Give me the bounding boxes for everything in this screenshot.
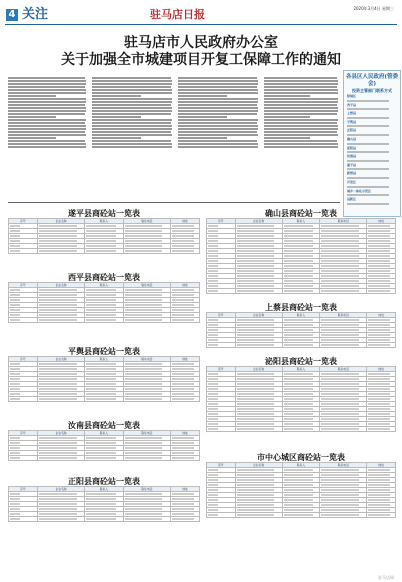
table-header-cell: 联系人 bbox=[85, 357, 123, 362]
table-cell bbox=[9, 249, 38, 254]
data-table bbox=[8, 218, 200, 254]
table-cell bbox=[123, 249, 171, 254]
watermark: 驻马店网 bbox=[378, 575, 394, 580]
table-header-cell: 联系人 bbox=[282, 313, 320, 318]
text-line bbox=[92, 131, 171, 133]
text-line bbox=[178, 146, 258, 148]
sidebar-line bbox=[344, 203, 400, 205]
table-cell bbox=[235, 289, 282, 294]
text-line bbox=[264, 113, 337, 115]
sidebar-line bbox=[344, 160, 400, 162]
text-line bbox=[8, 122, 85, 124]
text-line bbox=[178, 98, 258, 100]
table-cell bbox=[37, 456, 85, 461]
text-line bbox=[264, 110, 338, 112]
table-header-cell: 序号 bbox=[9, 487, 38, 492]
text-line bbox=[92, 98, 172, 100]
table-cell bbox=[123, 397, 171, 402]
text-line bbox=[178, 134, 258, 136]
table-cell bbox=[37, 397, 85, 402]
data-table bbox=[8, 356, 200, 402]
table-cell bbox=[282, 343, 320, 348]
text-line bbox=[264, 131, 337, 133]
text-line bbox=[178, 107, 258, 109]
table-block-2 bbox=[8, 346, 200, 402]
text-line bbox=[8, 125, 86, 127]
table-cell bbox=[85, 456, 123, 461]
sidebar-list bbox=[344, 94, 400, 205]
page-number: 4 bbox=[6, 9, 18, 21]
data-table bbox=[8, 430, 200, 461]
text-line bbox=[8, 101, 86, 103]
text-line bbox=[264, 107, 338, 109]
table-header-cell: 联系电话 bbox=[320, 463, 367, 468]
text-line bbox=[178, 125, 258, 127]
data-table bbox=[8, 486, 200, 522]
table-header-cell: 联系电话 bbox=[320, 367, 367, 372]
text-line bbox=[8, 104, 85, 106]
table-header-cell: 联系电话 bbox=[123, 431, 171, 436]
table-cell bbox=[123, 318, 171, 323]
text-line bbox=[264, 116, 310, 118]
sidebar-item: 城乡一体化示范区 bbox=[347, 188, 372, 193]
table-cell bbox=[320, 513, 367, 518]
text-line bbox=[178, 122, 257, 124]
sidebar-item: 正阳县 bbox=[347, 128, 357, 133]
sidebar-title: 各县区人民政府(管委会) bbox=[345, 74, 398, 87]
table-header-cell: 联系人 bbox=[282, 367, 320, 372]
table-cell bbox=[37, 318, 85, 323]
text-line bbox=[264, 77, 337, 79]
text-line bbox=[8, 143, 86, 145]
table-cell bbox=[282, 513, 320, 518]
table-header-cell: 联系人 bbox=[85, 219, 123, 224]
table-title: 遂平县商砼站一览表 bbox=[68, 208, 140, 218]
table-cell bbox=[37, 517, 85, 522]
table-cell bbox=[171, 249, 200, 254]
text-line bbox=[178, 110, 258, 112]
section-title: 关注 bbox=[22, 7, 49, 22]
newspaper-logo: 驻马店日报 bbox=[150, 8, 205, 21]
table-block-7 bbox=[206, 356, 396, 432]
article-column-1 bbox=[8, 76, 88, 198]
text-line bbox=[178, 113, 257, 115]
text-line bbox=[264, 143, 338, 145]
table-cell bbox=[320, 343, 367, 348]
text-line bbox=[8, 98, 86, 100]
table-header-cell: 联系电话 bbox=[123, 219, 171, 224]
article-column-2 bbox=[92, 76, 174, 198]
text-line bbox=[92, 101, 172, 103]
text-line bbox=[178, 137, 227, 139]
table-header-cell: 企业名称 bbox=[37, 219, 85, 224]
text-line bbox=[178, 143, 258, 145]
sidebar-line bbox=[344, 143, 400, 145]
table-cell bbox=[235, 513, 282, 518]
sidebar-item: 上蔡县 bbox=[347, 111, 357, 116]
table-header-cell: 联系人 bbox=[85, 431, 123, 436]
table-header-cell: 地址 bbox=[367, 219, 396, 224]
table-row bbox=[207, 289, 396, 294]
text-line bbox=[8, 107, 86, 109]
text-line bbox=[92, 140, 171, 142]
page-header bbox=[0, 0, 402, 26]
data-table bbox=[206, 462, 396, 518]
table-cell bbox=[235, 427, 282, 432]
text-line bbox=[92, 107, 172, 109]
table-header-cell: 序号 bbox=[207, 219, 236, 224]
table-block-8 bbox=[206, 452, 396, 518]
table-header-cell: 地址 bbox=[171, 487, 200, 492]
table-cell bbox=[171, 456, 200, 461]
table-cell bbox=[123, 517, 171, 522]
text-line bbox=[264, 140, 337, 142]
table-header-cell: 企业名称 bbox=[37, 487, 85, 492]
data-table bbox=[206, 366, 396, 432]
text-line bbox=[8, 77, 85, 79]
text-line bbox=[8, 83, 86, 85]
data-table bbox=[8, 282, 200, 323]
text-line bbox=[264, 89, 338, 91]
sidebar-item: 汝南县 bbox=[347, 154, 357, 159]
table-title: 正阳县商砼站一览表 bbox=[68, 476, 140, 486]
text-line bbox=[8, 113, 85, 115]
table-title: 确山县商砼站一览表 bbox=[265, 208, 337, 218]
table-header-cell: 序号 bbox=[9, 431, 38, 436]
text-line bbox=[8, 146, 86, 148]
table-cell bbox=[207, 343, 236, 348]
sidebar-line bbox=[344, 177, 400, 179]
sidebar-line bbox=[344, 151, 400, 153]
text-line bbox=[92, 125, 172, 127]
table-header-cell: 联系人 bbox=[282, 219, 320, 224]
text-line bbox=[264, 122, 337, 124]
sidebar-subtitle: 投资主管部门联系方式 bbox=[352, 88, 392, 93]
table-header-cell: 企业名称 bbox=[235, 463, 282, 468]
sidebar-item: 确山县 bbox=[347, 136, 357, 141]
table-header-cell: 序号 bbox=[9, 219, 38, 224]
table-cell bbox=[85, 517, 123, 522]
text-line bbox=[178, 80, 258, 82]
table-header-cell: 联系电话 bbox=[123, 487, 171, 492]
table-cell bbox=[123, 456, 171, 461]
table-cell bbox=[367, 343, 396, 348]
date-line: 2020年3月4日 星期三 bbox=[353, 6, 394, 11]
text-line bbox=[178, 140, 257, 142]
article-column-4 bbox=[264, 76, 340, 198]
text-line bbox=[264, 92, 338, 94]
table-row bbox=[9, 397, 200, 402]
text-line bbox=[92, 128, 172, 130]
sidebar-item: 新蔡县 bbox=[347, 171, 357, 176]
text-line bbox=[264, 128, 338, 130]
table-cell bbox=[320, 289, 367, 294]
text-line bbox=[92, 137, 141, 139]
sidebar-line bbox=[344, 134, 400, 136]
text-line bbox=[264, 98, 338, 100]
table-row bbox=[9, 318, 200, 323]
text-line bbox=[92, 95, 141, 97]
sidebar-line bbox=[344, 108, 400, 110]
sidebar-line bbox=[344, 100, 400, 102]
table-header-cell: 联系电话 bbox=[123, 357, 171, 362]
table-block-1 bbox=[8, 272, 200, 323]
table-header-cell: 地址 bbox=[171, 219, 200, 224]
table-header-cell: 联系人 bbox=[85, 487, 123, 492]
table-block-0 bbox=[8, 208, 200, 254]
table-header-cell: 序号 bbox=[207, 463, 236, 468]
header-rule bbox=[5, 24, 397, 25]
article-column-3 bbox=[178, 76, 260, 198]
text-line bbox=[8, 128, 86, 130]
table-header-cell: 企业名称 bbox=[235, 367, 282, 372]
table-block-6 bbox=[206, 302, 396, 348]
text-line bbox=[178, 131, 257, 133]
table-header-cell: 联系电话 bbox=[320, 219, 367, 224]
sidebar-item: 西平县 bbox=[347, 102, 357, 107]
table-cell bbox=[282, 289, 320, 294]
table-header-cell: 序号 bbox=[9, 283, 38, 288]
text-line bbox=[92, 110, 172, 112]
table-header-cell: 地址 bbox=[367, 463, 396, 468]
text-line bbox=[92, 113, 171, 115]
text-line bbox=[92, 143, 172, 145]
data-table bbox=[206, 218, 396, 294]
text-line bbox=[8, 140, 85, 142]
text-line bbox=[8, 86, 85, 88]
table-cell bbox=[367, 513, 396, 518]
table-cell bbox=[171, 397, 200, 402]
table-cell bbox=[171, 318, 200, 323]
text-line bbox=[8, 95, 56, 97]
table-block-4 bbox=[8, 476, 200, 522]
text-line bbox=[8, 116, 56, 118]
page-footer bbox=[0, 572, 402, 582]
table-title: 西平县商砼站一览表 bbox=[68, 272, 140, 282]
sidebar-line bbox=[344, 186, 400, 188]
text-line bbox=[92, 80, 172, 82]
text-line bbox=[8, 80, 86, 82]
text-line bbox=[264, 80, 338, 82]
text-line bbox=[178, 77, 257, 79]
table-title: 上蔡县商砼站一览表 bbox=[265, 302, 337, 312]
text-line bbox=[178, 83, 258, 85]
text-line bbox=[92, 86, 171, 88]
table-header-cell: 企业名称 bbox=[37, 431, 85, 436]
text-line bbox=[264, 95, 310, 97]
table-block-5 bbox=[206, 208, 396, 294]
data-table bbox=[206, 312, 396, 348]
table-row bbox=[9, 517, 200, 522]
table-title: 泌阳县商砼站一览表 bbox=[265, 356, 337, 366]
text-line bbox=[264, 137, 310, 139]
text-line bbox=[178, 128, 258, 130]
sidebar-item: 遂平县 bbox=[347, 162, 357, 167]
table-row bbox=[207, 427, 396, 432]
text-line bbox=[92, 134, 172, 136]
table-cell bbox=[171, 517, 200, 522]
table-row bbox=[207, 513, 396, 518]
text-line bbox=[92, 89, 172, 91]
notice-title-line1: 驻马店市人民政府办公室 bbox=[124, 35, 278, 51]
table-header-cell: 联系电话 bbox=[123, 283, 171, 288]
table-header-cell: 地址 bbox=[171, 357, 200, 362]
text-line bbox=[264, 119, 338, 121]
text-line bbox=[178, 119, 258, 121]
text-line bbox=[92, 83, 172, 85]
text-line bbox=[264, 146, 338, 148]
text-line bbox=[92, 104, 171, 106]
table-cell bbox=[207, 513, 236, 518]
table-header-cell: 联系人 bbox=[85, 283, 123, 288]
text-line bbox=[264, 83, 338, 85]
text-line bbox=[178, 89, 258, 91]
text-line bbox=[92, 119, 172, 121]
sidebar-item: 平舆县 bbox=[347, 119, 357, 124]
table-cell bbox=[367, 427, 396, 432]
text-line bbox=[178, 116, 227, 118]
text-line bbox=[178, 104, 257, 106]
table-row bbox=[9, 249, 200, 254]
sidebar-item: 泌阳县 bbox=[347, 145, 357, 150]
table-header-cell: 联系人 bbox=[282, 463, 320, 468]
text-line bbox=[8, 119, 86, 121]
table-cell bbox=[85, 397, 123, 402]
table-header-cell: 地址 bbox=[171, 283, 200, 288]
table-block-3 bbox=[8, 420, 200, 461]
table-header-cell: 企业名称 bbox=[37, 357, 85, 362]
sidebar-line bbox=[344, 194, 400, 196]
notice-title-line2: 关于加强全市城建项目开复工保障工作的通知 bbox=[61, 52, 341, 68]
text-line bbox=[8, 137, 56, 139]
table-cell bbox=[85, 318, 123, 323]
text-line bbox=[92, 77, 171, 79]
sidebar-line bbox=[344, 117, 400, 119]
table-cell bbox=[320, 427, 367, 432]
text-line bbox=[264, 104, 337, 106]
text-line bbox=[264, 134, 338, 136]
table-title: 市中心城区商砼站一览表 bbox=[257, 452, 345, 462]
text-line bbox=[264, 101, 338, 103]
sidebar-item: 驿城区 bbox=[347, 94, 357, 98]
table-header-cell: 地址 bbox=[367, 313, 396, 318]
table-header-cell: 序号 bbox=[9, 357, 38, 362]
contact-sidebar bbox=[343, 70, 401, 217]
table-header-cell: 序号 bbox=[207, 367, 236, 372]
sidebar-item: 高新区 bbox=[347, 197, 357, 202]
table-cell bbox=[9, 397, 38, 402]
table-header-cell: 企业名称 bbox=[235, 313, 282, 318]
table-cell bbox=[9, 456, 38, 461]
text-line bbox=[92, 92, 172, 94]
table-cell bbox=[207, 427, 236, 432]
sidebar-item: 开发区 bbox=[347, 179, 357, 184]
table-cell bbox=[9, 318, 38, 323]
table-cell bbox=[207, 289, 236, 294]
table-header-cell: 地址 bbox=[367, 367, 396, 372]
text-line bbox=[178, 86, 257, 88]
text-line bbox=[92, 122, 171, 124]
text-line bbox=[178, 101, 258, 103]
table-title: 汝南县商砼站一览表 bbox=[68, 420, 140, 430]
table-cell bbox=[367, 289, 396, 294]
text-line bbox=[8, 110, 86, 112]
table-cell bbox=[85, 249, 123, 254]
table-header-cell: 企业名称 bbox=[37, 283, 85, 288]
text-line bbox=[8, 92, 86, 94]
table-row bbox=[9, 456, 200, 461]
text-line bbox=[8, 134, 86, 136]
table-title: 平舆县商砼站一览表 bbox=[68, 346, 140, 356]
divider bbox=[8, 202, 340, 203]
table-cell bbox=[9, 517, 38, 522]
table-header-cell: 联系电话 bbox=[320, 313, 367, 318]
text-line bbox=[178, 92, 258, 94]
table-header-cell: 地址 bbox=[171, 431, 200, 436]
table-header-cell: 企业名称 bbox=[235, 219, 282, 224]
table-cell bbox=[37, 249, 85, 254]
table-cell bbox=[282, 427, 320, 432]
text-line bbox=[92, 146, 172, 148]
table-row bbox=[207, 343, 396, 348]
text-line bbox=[8, 131, 85, 133]
text-line bbox=[264, 86, 337, 88]
table-cell bbox=[235, 343, 282, 348]
text-line bbox=[178, 95, 227, 97]
text-line bbox=[8, 89, 86, 91]
text-line bbox=[92, 116, 141, 118]
text-line bbox=[264, 125, 338, 127]
table-header-cell: 序号 bbox=[207, 313, 236, 318]
